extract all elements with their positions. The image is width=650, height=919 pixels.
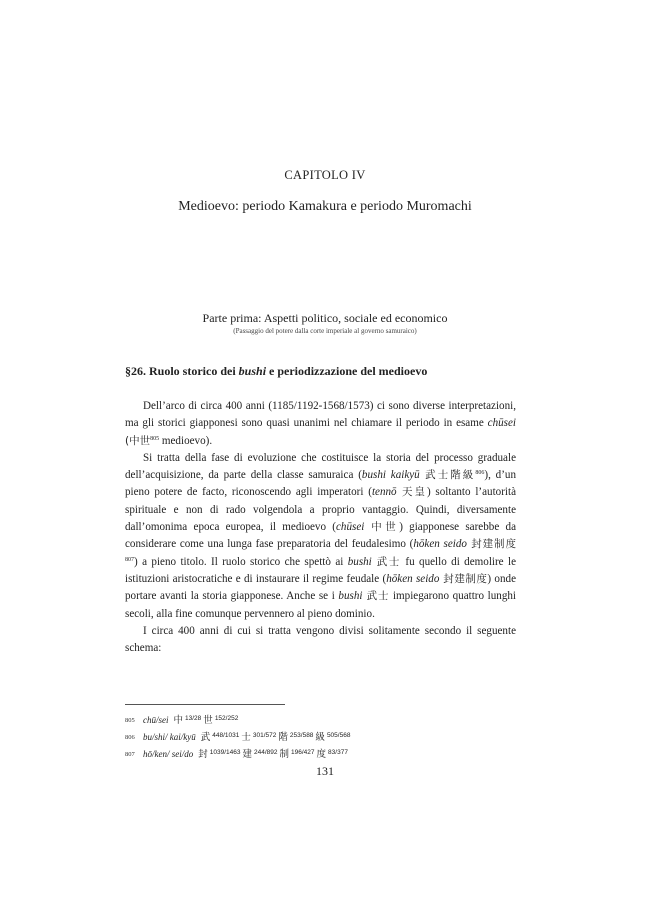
term: chūsei xyxy=(487,417,516,430)
footnote-kanji-ref: 196/427 xyxy=(291,749,315,756)
text-run: medioevo). xyxy=(159,434,213,447)
footnote-kanji-ref: 152/252 xyxy=(214,715,239,722)
footnote-kanji: 級 xyxy=(315,732,325,743)
footnote-transliteration: bu/shi/ kai/kyū xyxy=(143,732,196,742)
footnote-ref: 806 xyxy=(475,470,485,477)
footnote-ref: 807 xyxy=(125,556,134,563)
footnote-number: 806 xyxy=(125,734,135,741)
kanji: 中世 xyxy=(364,521,400,534)
section-rest: e periodizzazione del medioevo xyxy=(266,364,428,378)
paragraph-3: I circa 400 anni di cui si tratta vengono divisi solitamente secondo il seguente schema: xyxy=(125,624,516,655)
kanji: 封建制度 xyxy=(439,572,488,585)
footnote-kanji: 制 xyxy=(279,749,290,760)
footnote-kanji-ref: 505/568 xyxy=(326,732,351,739)
term: chūsei xyxy=(336,521,365,534)
footnote-kanji-ref: 13/28 xyxy=(185,715,202,722)
footnote-number: 807 xyxy=(125,751,135,758)
footnote-kanji: 士 xyxy=(241,732,251,743)
kanji: 天皇 xyxy=(396,486,427,499)
footnote-transliteration: chū/sei xyxy=(143,715,169,725)
text-run: Si tratta della fase di evoluzione che costituisce la storia del processo graduale dell’acquisizione, da parte della classe samuraica ( xyxy=(125,451,516,482)
footnote-kanji-ref: 253/588 xyxy=(289,732,314,739)
footnote-divider xyxy=(125,704,285,705)
footnote-kanji: 中 xyxy=(173,715,184,726)
section-number: §26. Ruolo storico dei xyxy=(125,364,239,378)
term: tennō xyxy=(371,486,397,499)
text-run: Dell’arco di circa 400 anni (1185/1192-1568/1573) ci sono diverse interpretazioni, ma gli storici giapponesi sono quasi unanimi nel chiamare il periodo in esame xyxy=(125,400,516,430)
paragraph-1 xyxy=(125,398,516,450)
text-run: ), d’un pieno potere de facto, riconoscendo agli imperatori ( xyxy=(125,469,517,499)
text-run: fu quello di demolire le istituzioni aristocratiche e di instaurare il regime feudale ( xyxy=(125,555,517,585)
page-number: 131 xyxy=(316,764,334,778)
footnote-ref: 805 xyxy=(150,435,160,442)
footnote-transliteration: hō/ken/ sei/do xyxy=(143,749,194,759)
footnote xyxy=(125,728,525,745)
kanji: 武士 xyxy=(362,590,390,603)
text-run: ) onde portare avanti la storia giapponese. Anche se i xyxy=(125,572,516,603)
body-text xyxy=(125,398,516,657)
footnote-kanji: 封 xyxy=(198,749,208,760)
footnote-kanji-ref: 1039/1463 xyxy=(209,749,241,756)
footnote xyxy=(125,711,525,728)
term: bushi kaikyū xyxy=(361,469,420,482)
footnote-kanji-ref: 83/377 xyxy=(328,749,348,756)
term: bushi xyxy=(338,590,363,603)
kanji: 武士 xyxy=(371,555,401,568)
paragraph-2 xyxy=(125,450,516,623)
footnote-kanji-ref: 244/892 xyxy=(254,749,278,756)
part-title: Parte prima: Aspetti politico, sociale ed economico xyxy=(202,311,448,325)
footnote-kanji-ref: 301/572 xyxy=(252,732,277,739)
kanji: (中世 xyxy=(125,434,151,447)
term: bushi xyxy=(347,555,372,568)
term: hōken seido xyxy=(413,538,467,551)
footnote-kanji-ref: 448/1031 xyxy=(212,732,240,739)
text-run: ) soltanto l’autorità spirituale e non di rado volgendola a proprio vantaggio. Quindi, diversamente dall’omonima epoca europea, il medioevo ( xyxy=(125,486,516,534)
kanji: 武士階級 xyxy=(419,469,476,482)
footnotes xyxy=(125,711,525,762)
kanji: 封建制度 xyxy=(466,538,516,551)
footnote xyxy=(125,745,525,762)
text-run: ) a pieno titolo. Il ruolo storico che spettò ai xyxy=(134,555,348,568)
chapter-label: CAPITOLO IV xyxy=(284,168,366,182)
term: hōken seido xyxy=(386,572,440,585)
section-heading xyxy=(125,364,525,379)
footnote-kanji: 度 xyxy=(316,749,327,760)
chapter-title: Medioevo: periodo Kamakura e periodo Muromachi xyxy=(178,199,472,214)
text-run: impiegarono quattro lunghi secoli, alla fine comunque pervennero al pieno dominio. xyxy=(125,590,517,620)
footnote-kanji: 武 xyxy=(200,732,211,743)
footnote-number: 805 xyxy=(125,717,135,724)
section-term: bushi xyxy=(238,364,267,378)
text-run: ) giapponese sarebbe da considerare come una lunga fase preparatoria del feudalesimo ( xyxy=(125,521,516,551)
footnote-kanji: 建 xyxy=(242,749,253,760)
part-subtitle: (Passaggio del potere dalla corte imperiale al governo samuraico) xyxy=(233,327,417,335)
footnote-kanji: 階 xyxy=(278,732,288,743)
footnote-kanji: 世 xyxy=(203,715,213,726)
